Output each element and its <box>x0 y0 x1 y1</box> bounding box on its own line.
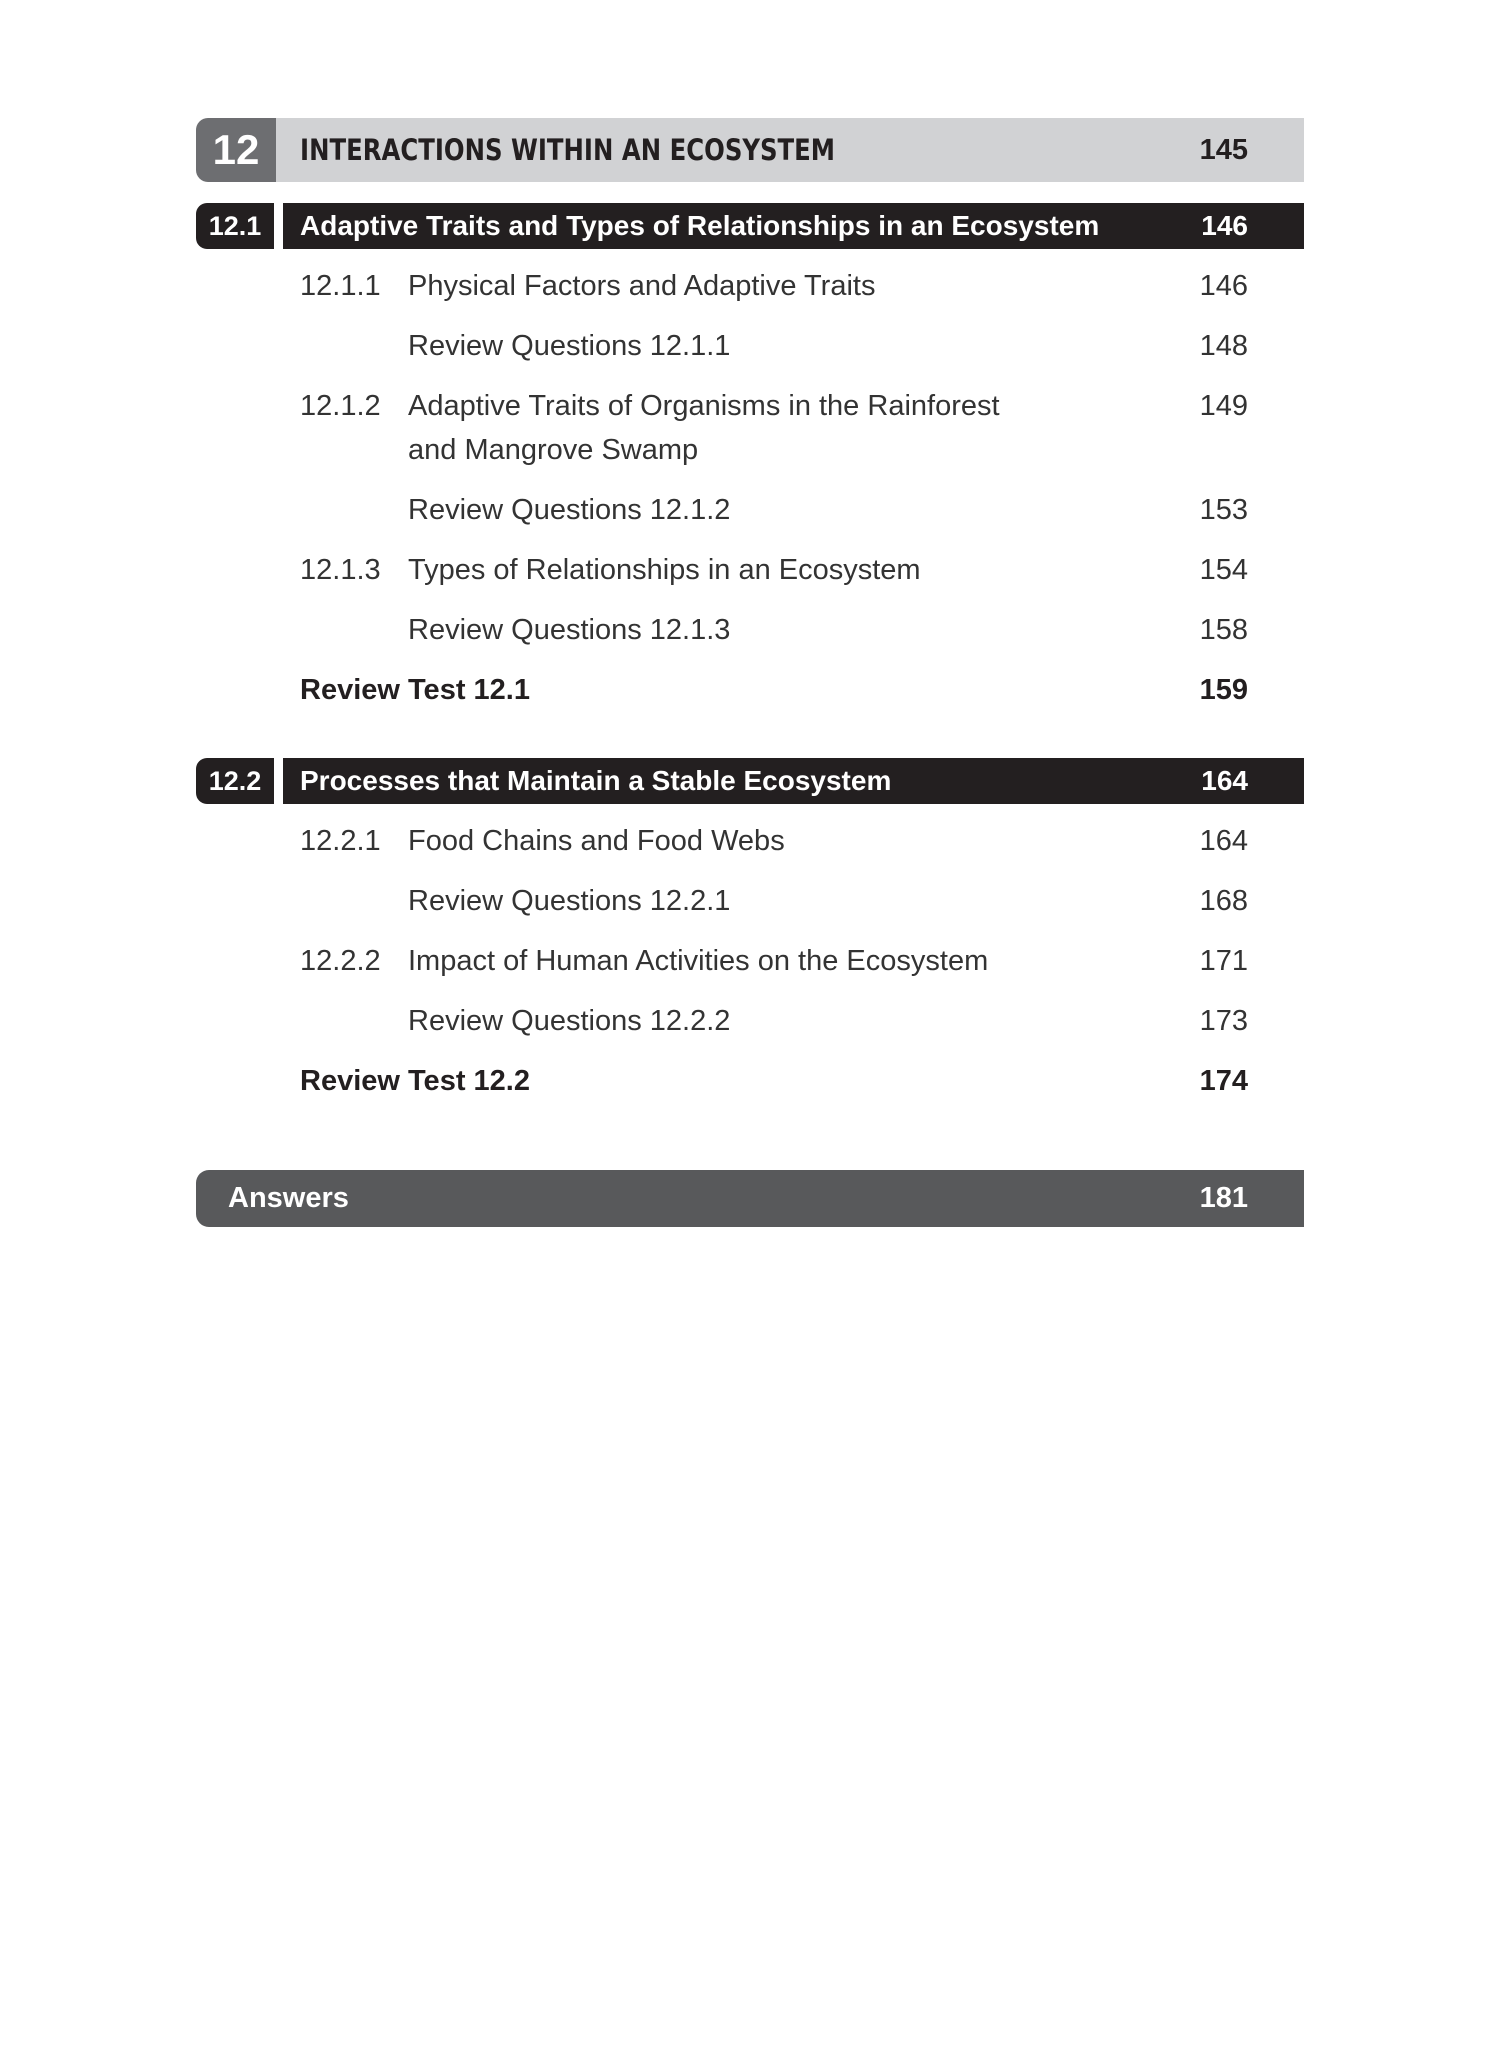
entry-page: 171 <box>1199 945 1248 977</box>
section-page: 164 <box>1201 765 1248 796</box>
review-questions-title[interactable]: Review Questions 12.1.1 <box>408 330 731 362</box>
review-test-title[interactable]: Review Test 12.1 <box>300 674 530 706</box>
entry-page: 164 <box>1199 825 1248 857</box>
answers-title[interactable]: Answers <box>228 1182 349 1214</box>
answers-page: 181 <box>1199 1182 1248 1214</box>
entry-number: 12.1.1 <box>300 270 381 302</box>
entry-page: 158 <box>1199 614 1248 646</box>
entry-title[interactable]: Adaptive Traits of Organisms in the Rainforest <box>408 390 1000 422</box>
section-title[interactable]: Adaptive Traits and Types of Relationships in an Ecosystem <box>300 210 1100 241</box>
entry-page: 173 <box>1199 1005 1248 1037</box>
entry-page: 154 <box>1199 554 1248 586</box>
chapter-title[interactable]: INTERACTIONS WITHIN AN ECOSYSTEM <box>300 133 836 167</box>
entry-title[interactable]: Types of Relationships in an Ecosystem <box>408 554 921 586</box>
section-number: 12.2 <box>196 758 274 804</box>
review-questions-title[interactable]: Review Questions 12.1.2 <box>408 494 731 526</box>
entry-number: 12.2.2 <box>300 945 381 977</box>
entry-page: 146 <box>1199 270 1248 302</box>
entry-title[interactable]: Food Chains and Food Webs <box>408 825 785 857</box>
review-questions-title[interactable]: Review Questions 12.2.2 <box>408 1005 731 1037</box>
review-questions-title[interactable]: Review Questions 12.1.3 <box>408 614 731 646</box>
entry-page: 149 <box>1199 390 1248 422</box>
answers-bar <box>196 1170 1304 1227</box>
entry-title-continued[interactable]: and Mangrove Swamp <box>408 434 699 466</box>
section-title[interactable]: Processes that Maintain a Stable Ecosystem <box>300 765 892 796</box>
entry-number: 12.2.1 <box>300 825 381 857</box>
chapter-number: 12 <box>196 118 276 182</box>
review-test-page: 159 <box>1199 674 1248 706</box>
entry-page: 168 <box>1199 885 1248 917</box>
entry-page: 148 <box>1199 330 1248 362</box>
entry-title[interactable]: Impact of Human Activities on the Ecosystem <box>408 945 989 977</box>
chapter-page: 145 <box>1199 134 1248 166</box>
section-page: 146 <box>1201 210 1248 241</box>
review-questions-title[interactable]: Review Questions 12.2.1 <box>408 885 731 917</box>
entry-number: 12.1.2 <box>300 390 381 422</box>
review-test-page: 174 <box>1199 1065 1248 1097</box>
section-number: 12.1 <box>196 203 274 249</box>
review-test-title[interactable]: Review Test 12.2 <box>300 1065 530 1097</box>
entry-page: 153 <box>1199 494 1248 526</box>
entry-title[interactable]: Physical Factors and Adaptive Traits <box>408 270 876 302</box>
entry-number: 12.1.3 <box>300 554 381 586</box>
